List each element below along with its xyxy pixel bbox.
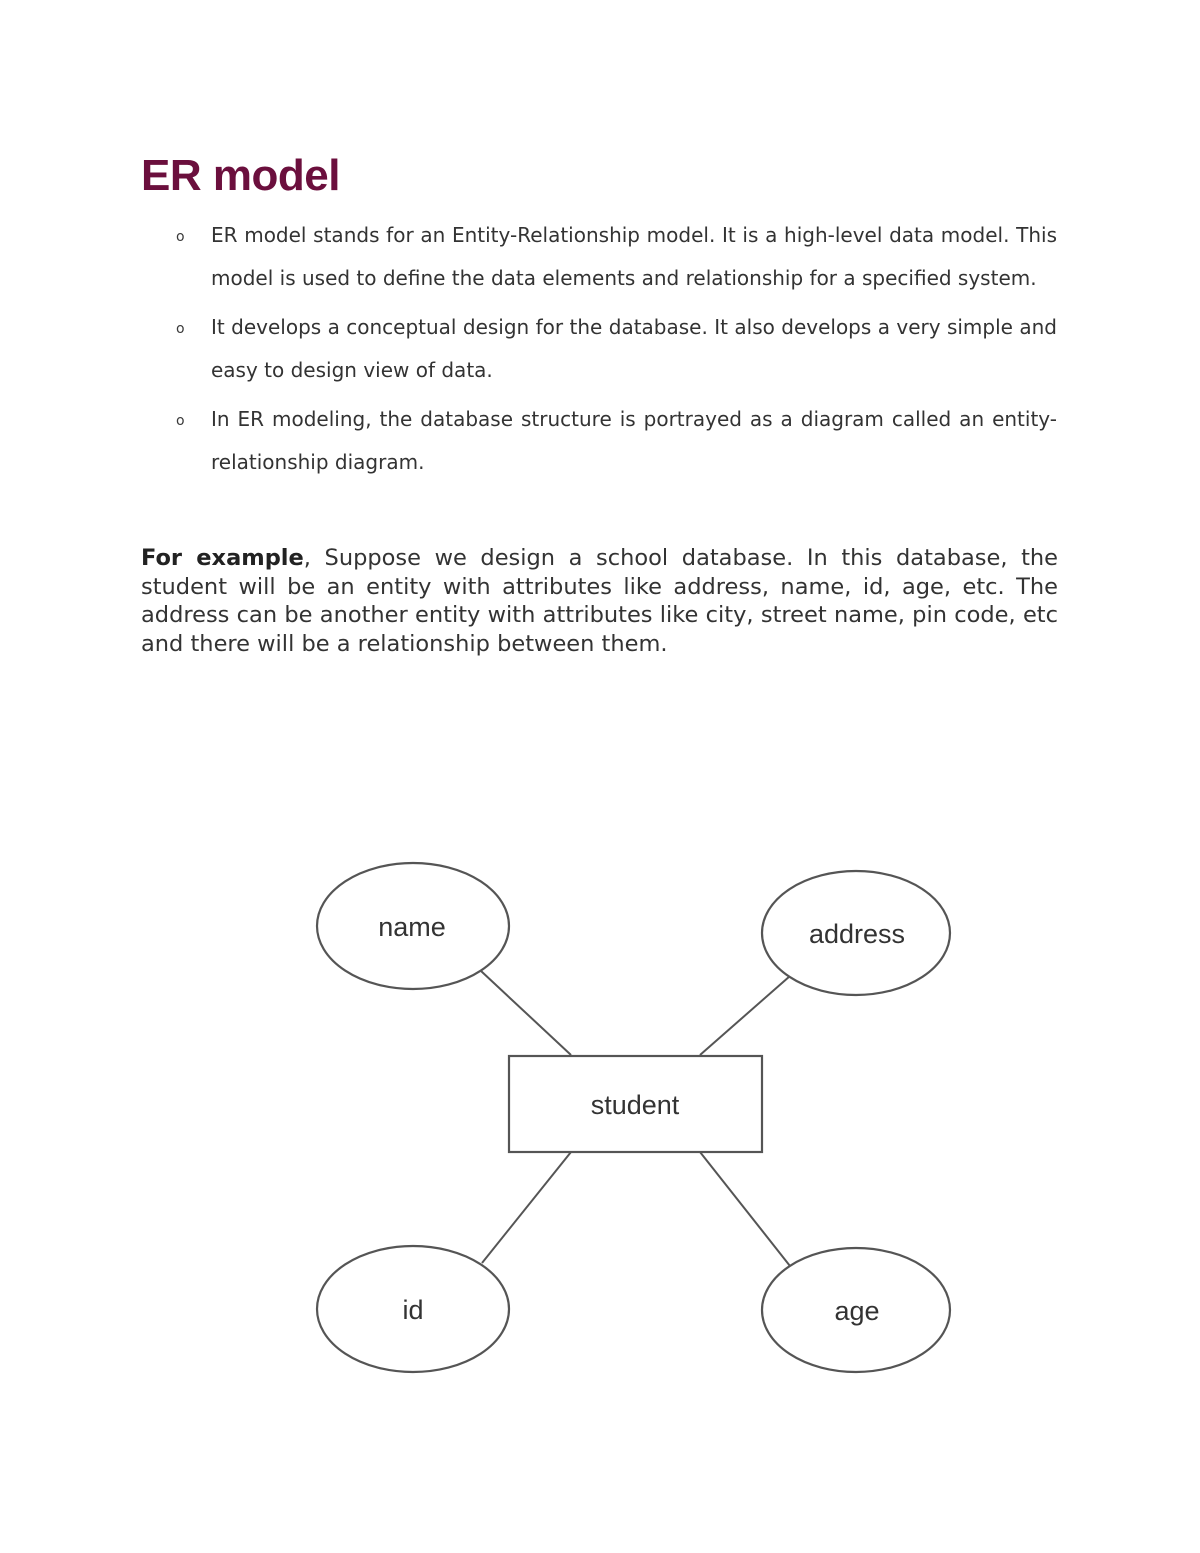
connector-id-student bbox=[482, 1152, 571, 1263]
example-lead: For example bbox=[141, 545, 304, 571]
attribute-label-id: id bbox=[402, 1295, 424, 1325]
attribute-label-age: age bbox=[834, 1296, 880, 1326]
entity-label-student: student bbox=[590, 1090, 680, 1120]
connector-name-student bbox=[481, 971, 571, 1055]
bullet-text: It develops a conceptual design for the database. It also develops a very simple and easy to design view of data. bbox=[211, 315, 1057, 382]
connector-address-student bbox=[700, 976, 790, 1055]
bullet-marker: o bbox=[176, 321, 185, 337]
bullet-marker: o bbox=[176, 413, 185, 429]
bullet-marker: o bbox=[176, 229, 185, 245]
attribute-label-name: name bbox=[378, 912, 446, 942]
attribute-label-address: address bbox=[808, 919, 906, 949]
example-text: , Suppose we design a school database. In this database, the student will be an entity with attributes like address, name, id, age, etc. The address can be another entity with attributes like city, street name, pin code, etc and there will be a relationship between them. bbox=[141, 545, 1059, 658]
connector-age-student bbox=[700, 1152, 790, 1266]
bullet-text: In ER modeling, the database structure is portrayed as a diagram called an entity-relationship diagram. bbox=[211, 407, 1057, 474]
bullet-text: ER model stands for an Entity-Relationship model. It is a high-level data model. This model is used to define the data elements and relationship for a specified system. bbox=[211, 223, 1057, 290]
page-title: ER model bbox=[141, 151, 340, 200]
